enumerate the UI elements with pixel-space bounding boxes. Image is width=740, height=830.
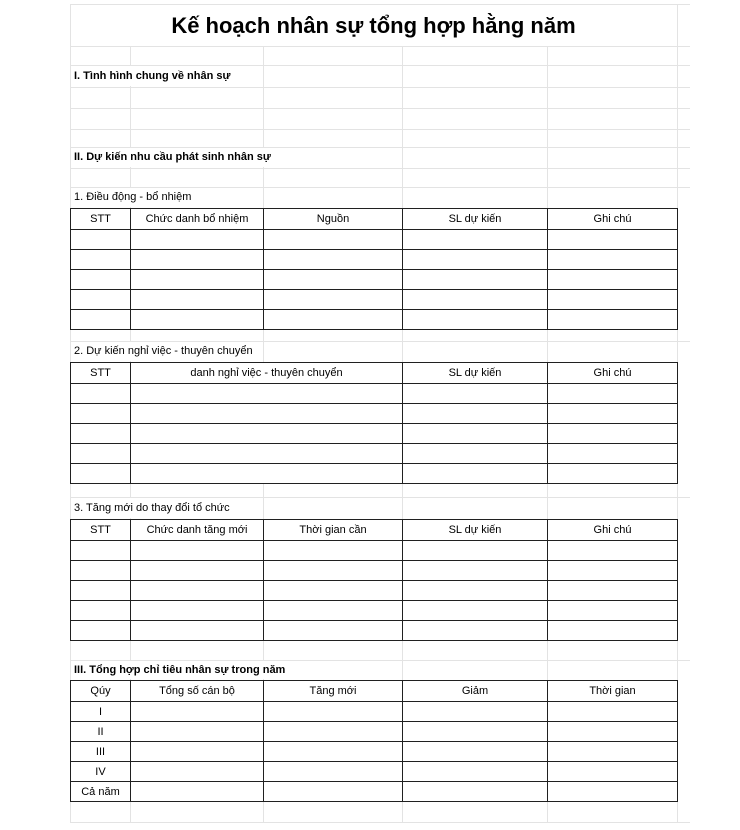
header-cell[interactable]: STT (71, 363, 131, 384)
header-cell[interactable]: Chức danh bổ nhiệm (131, 209, 264, 230)
header-cell[interactable]: SL dự kiến (403, 363, 548, 384)
empty-cell[interactable] (548, 404, 678, 424)
empty-cell[interactable] (131, 742, 264, 762)
empty-cell[interactable] (403, 762, 548, 782)
empty-cell[interactable] (264, 581, 403, 601)
table2-caption[interactable]: 2. Dự kiến nghỉ việc - thuyên chuyển (71, 342, 263, 361)
empty-cell[interactable] (403, 424, 548, 444)
empty-cell[interactable] (403, 250, 548, 270)
table1-caption[interactable]: 1. Điều động - bổ nhiệm (71, 188, 201, 207)
empty-cell[interactable] (264, 742, 403, 762)
section-label-summary[interactable]: III. Tổng hợp chỉ tiêu nhân sự trong năm (71, 661, 295, 679)
empty-table-row (71, 621, 678, 641)
header-cell[interactable]: Thời gian cần (264, 520, 403, 541)
gridline-horizontal (70, 108, 690, 109)
empty-cell[interactable] (264, 541, 403, 561)
empty-cell[interactable] (71, 601, 131, 621)
empty-cell[interactable] (548, 722, 678, 742)
quarter-label[interactable]: Cả năm (71, 782, 131, 802)
empty-cell[interactable] (403, 561, 548, 581)
empty-cell[interactable] (131, 444, 403, 464)
empty-cell[interactable] (71, 541, 131, 561)
empty-cell[interactable] (71, 424, 131, 444)
empty-table-row (71, 444, 678, 464)
header-cell[interactable]: STT (71, 209, 131, 230)
empty-cell[interactable] (548, 621, 678, 641)
empty-cell[interactable] (131, 230, 264, 250)
empty-cell[interactable] (403, 464, 548, 484)
empty-table-row (71, 601, 678, 621)
empty-cell[interactable] (131, 621, 264, 641)
empty-cell[interactable] (403, 444, 548, 464)
empty-cell[interactable] (131, 601, 264, 621)
empty-cell[interactable] (131, 762, 264, 782)
gridline-horizontal (70, 46, 690, 47)
empty-cell[interactable] (548, 250, 678, 270)
table-header-row (71, 520, 678, 541)
empty-cell[interactable] (548, 310, 678, 330)
empty-table-row (71, 230, 678, 250)
section-label-general[interactable]: I. Tình hình chung về nhân sự (71, 66, 240, 86)
empty-cell[interactable] (131, 541, 264, 561)
empty-table-row (71, 581, 678, 601)
empty-cell[interactable] (131, 290, 264, 310)
empty-cell[interactable] (131, 561, 264, 581)
empty-cell[interactable] (548, 541, 678, 561)
table-header-row (71, 681, 678, 702)
header-cell[interactable]: Tăng mới (264, 681, 403, 702)
empty-cell[interactable] (403, 270, 548, 290)
empty-cell[interactable] (403, 310, 548, 330)
table-row (71, 742, 678, 762)
header-cell[interactable]: Giảm (403, 681, 548, 702)
empty-cell[interactable] (131, 250, 264, 270)
empty-cell[interactable] (548, 290, 678, 310)
empty-cell[interactable] (71, 310, 131, 330)
empty-cell[interactable] (548, 581, 678, 601)
empty-table-row (71, 310, 678, 330)
empty-cell[interactable] (264, 250, 403, 270)
empty-cell[interactable] (71, 270, 131, 290)
empty-table-row (71, 464, 678, 484)
empty-cell[interactable] (71, 250, 131, 270)
table-row (71, 782, 678, 802)
empty-cell[interactable] (71, 290, 131, 310)
empty-cell[interactable] (131, 722, 264, 742)
empty-table-row (71, 290, 678, 310)
empty-cell[interactable] (403, 541, 548, 561)
empty-cell[interactable] (71, 384, 131, 404)
empty-cell[interactable] (264, 601, 403, 621)
empty-table-row (71, 384, 678, 404)
header-cell[interactable]: SL dự kiến (403, 520, 548, 541)
empty-cell[interactable] (71, 404, 131, 424)
empty-table-row (71, 541, 678, 561)
gridline-horizontal (70, 129, 690, 130)
empty-cell[interactable] (131, 702, 264, 722)
empty-cell[interactable] (403, 404, 548, 424)
quarter-label[interactable]: IV (71, 762, 131, 782)
empty-cell[interactable] (264, 782, 403, 802)
appointments-table (70, 208, 678, 330)
empty-cell[interactable] (403, 384, 548, 404)
empty-cell[interactable] (548, 561, 678, 581)
empty-cell[interactable] (131, 270, 264, 290)
quarter-label[interactable]: II (71, 722, 131, 742)
empty-table-row (71, 561, 678, 581)
empty-table-row (71, 270, 678, 290)
header-cell[interactable]: Chức danh tăng mới (131, 520, 264, 541)
empty-cell[interactable] (131, 310, 264, 330)
header-cell[interactable]: Ghi chú (548, 363, 678, 384)
resignations-table (70, 362, 678, 484)
gridline-horizontal (70, 168, 690, 169)
empty-table-row (71, 404, 678, 424)
empty-cell[interactable] (131, 782, 264, 802)
empty-cell[interactable] (548, 444, 678, 464)
table-row (71, 762, 678, 782)
header-cell[interactable]: STT (71, 520, 131, 541)
empty-cell[interactable] (264, 290, 403, 310)
empty-cell[interactable] (264, 762, 403, 782)
empty-cell[interactable] (548, 702, 678, 722)
empty-cell[interactable] (131, 424, 403, 444)
new-positions-table (70, 519, 678, 641)
empty-cell[interactable] (548, 270, 678, 290)
empty-cell[interactable] (131, 404, 403, 424)
empty-cell[interactable] (548, 762, 678, 782)
page-title[interactable]: Kế hoạch nhân sự tổng hợp hằng năm (71, 5, 676, 46)
gridline-horizontal (70, 87, 690, 88)
quarter-label[interactable]: I (71, 702, 131, 722)
header-cell[interactable]: Ghi chú (548, 520, 678, 541)
empty-cell[interactable] (548, 782, 678, 802)
quota-summary-table (70, 680, 678, 802)
empty-cell[interactable] (264, 702, 403, 722)
empty-cell[interactable] (71, 561, 131, 581)
table-header-row (71, 363, 678, 384)
empty-cell[interactable] (264, 230, 403, 250)
empty-cell[interactable] (131, 384, 403, 404)
empty-cell[interactable] (548, 424, 678, 444)
empty-cell[interactable] (264, 270, 403, 290)
empty-cell[interactable] (264, 561, 403, 581)
empty-cell[interactable] (71, 230, 131, 250)
empty-cell[interactable] (403, 702, 548, 722)
section-label-demand[interactable]: II. Dự kiến nhu cầu phát sinh nhân sự (71, 148, 281, 167)
empty-cell[interactable] (548, 464, 678, 484)
table3-caption[interactable]: 3. Tăng mới do thay đổi tổ chức (71, 498, 240, 518)
header-cell[interactable]: Thời gian (548, 681, 678, 702)
empty-cell[interactable] (548, 601, 678, 621)
empty-cell[interactable] (71, 621, 131, 641)
empty-cell[interactable] (403, 621, 548, 641)
empty-cell[interactable] (131, 464, 403, 484)
empty-cell[interactable] (548, 230, 678, 250)
gridline-horizontal (70, 822, 690, 823)
quarter-label[interactable]: III (71, 742, 131, 762)
table-row (71, 702, 678, 722)
empty-cell[interactable] (403, 782, 548, 802)
empty-cell[interactable] (548, 384, 678, 404)
header-cell[interactable]: Nguồn (264, 209, 403, 230)
empty-cell[interactable] (403, 290, 548, 310)
empty-cell[interactable] (71, 444, 131, 464)
empty-cell[interactable] (131, 581, 264, 601)
empty-cell[interactable] (264, 310, 403, 330)
header-cell[interactable]: Ghi chú (548, 209, 678, 230)
table-header-row (71, 209, 678, 230)
header-cell[interactable]: danh nghỉ việc - thuyên chuyển (131, 363, 403, 384)
empty-cell[interactable] (403, 601, 548, 621)
header-cell[interactable]: SL dự kiến (403, 209, 548, 230)
empty-cell[interactable] (264, 722, 403, 742)
empty-cell[interactable] (548, 742, 678, 762)
empty-cell[interactable] (71, 464, 131, 484)
header-cell[interactable]: Qúy (71, 681, 131, 702)
empty-cell[interactable] (403, 742, 548, 762)
empty-table-row (71, 250, 678, 270)
empty-table-row (71, 424, 678, 444)
empty-cell[interactable] (71, 581, 131, 601)
header-cell[interactable]: Tổng số cán bộ (131, 681, 264, 702)
empty-cell[interactable] (403, 581, 548, 601)
empty-cell[interactable] (264, 621, 403, 641)
empty-cell[interactable] (403, 230, 548, 250)
table-row (71, 722, 678, 742)
empty-cell[interactable] (403, 722, 548, 742)
